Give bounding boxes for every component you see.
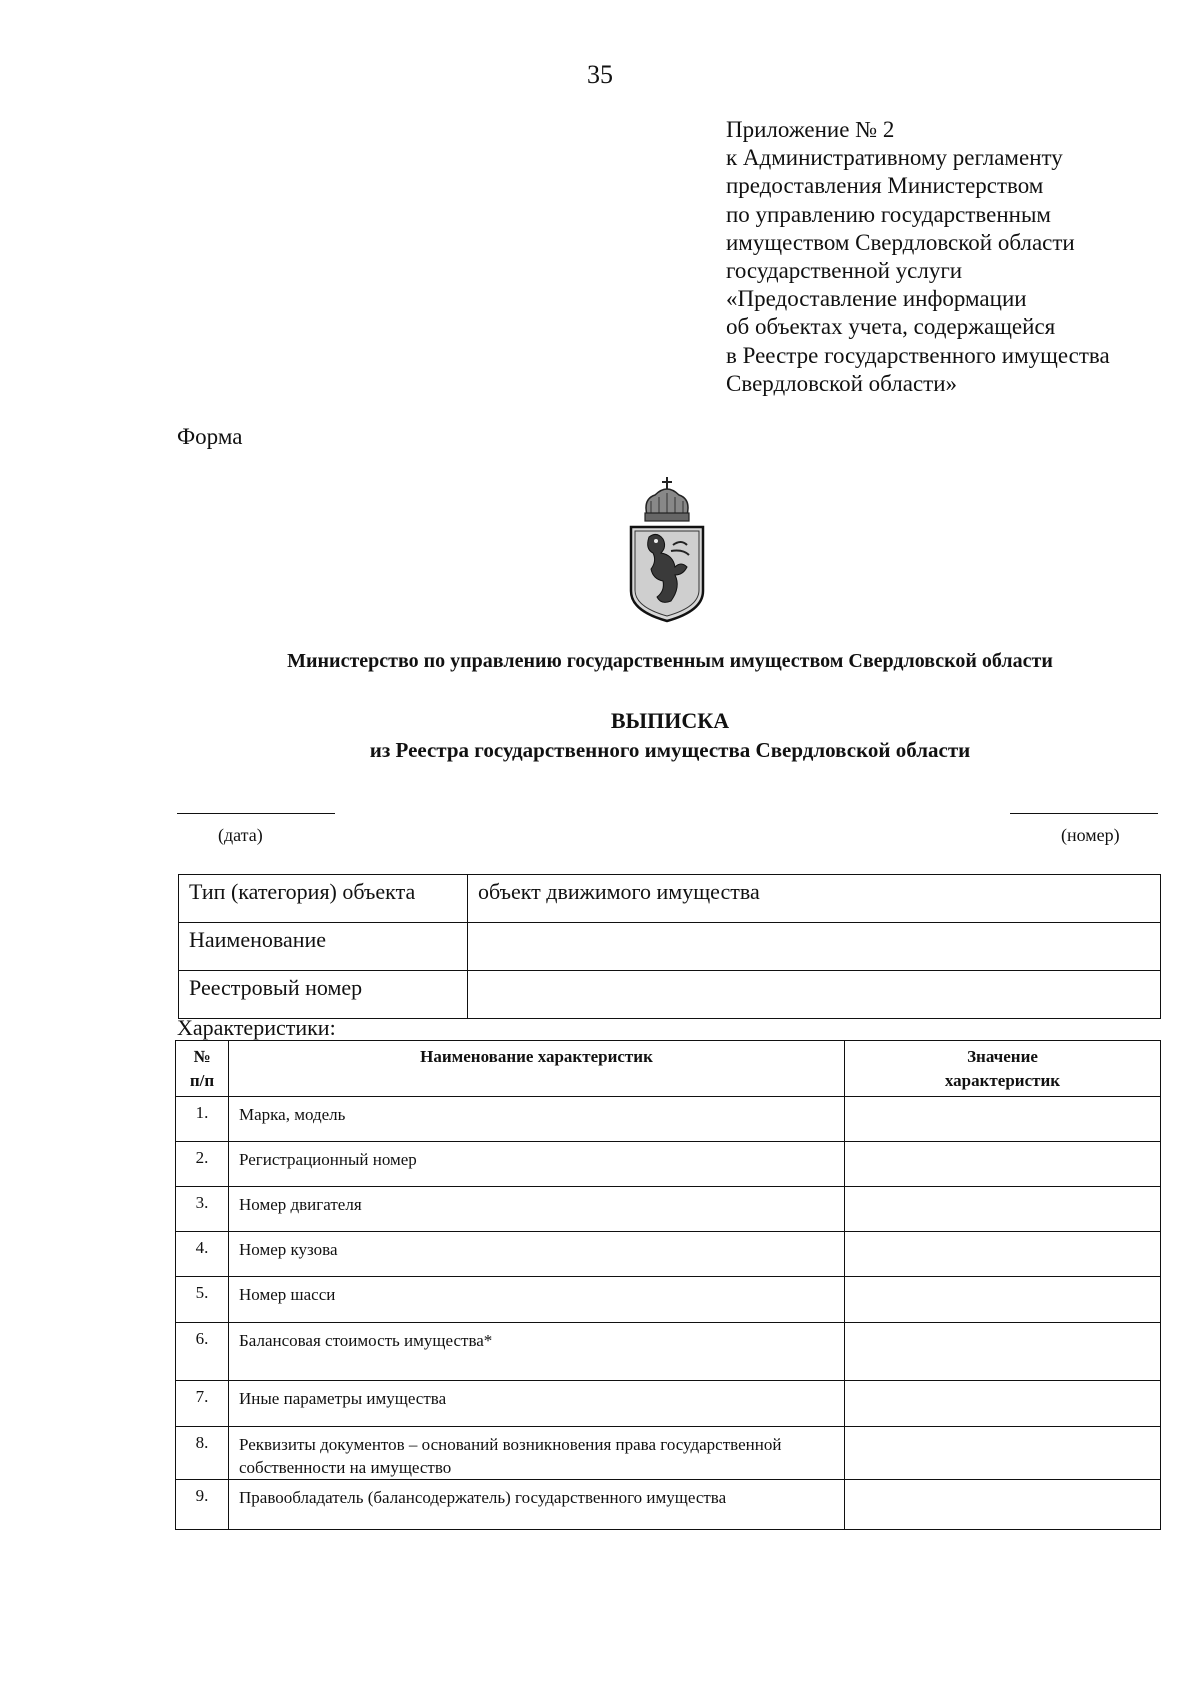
form-label: Форма <box>177 424 243 449</box>
registry-number-value <box>468 971 1161 1019</box>
characteristic-name: Иные параметры имущества <box>229 1381 845 1427</box>
characteristic-value <box>845 1381 1161 1427</box>
registry-number-label: Реестровый номер <box>179 971 468 1019</box>
appendix-line: к Административному регламенту <box>726 145 1063 171</box>
num-header-line1: № <box>193 1047 211 1066</box>
appendix-line: по управлению государственным <box>726 201 1051 227</box>
characteristic-name: Номер двигателя <box>229 1187 845 1232</box>
characteristics-label: Характеристики: <box>177 1015 336 1040</box>
table-row <box>176 1381 1161 1427</box>
appendix-line: Свердловской области» <box>726 370 958 396</box>
row-number: 8. <box>176 1427 229 1480</box>
ministry-name: Министерство по управлению государственным имуществом Свердловской области <box>287 650 1053 672</box>
characteristic-name: Балансовая стоимость имущества* <box>229 1323 845 1381</box>
appendix-line: «Предоставление информации <box>726 286 1027 312</box>
row-number: 1. <box>176 1097 229 1142</box>
characteristic-value <box>845 1187 1161 1232</box>
number-blank-line <box>1010 813 1158 814</box>
row-number: 9. <box>176 1480 229 1530</box>
table-row <box>176 1427 1161 1480</box>
characteristic-name: Реквизиты документов – оснований возникновения права государственной собственности на имущество <box>229 1427 845 1480</box>
appendix-line: об объектах учета, содержащейся <box>726 314 1056 340</box>
table-row <box>179 875 1161 923</box>
table-row <box>176 1323 1161 1381</box>
characteristic-value <box>845 1323 1161 1381</box>
characteristic-value <box>845 1142 1161 1187</box>
appendix-line: государственной услуги <box>726 258 963 284</box>
object-name-label: Наименование <box>179 923 468 971</box>
table-row <box>176 1232 1161 1277</box>
sverdlovsk-coat-of-arms-icon <box>627 475 707 623</box>
characteristic-value <box>845 1427 1161 1480</box>
value-header-line2: характеристик <box>944 1071 1061 1090</box>
object-name-value <box>468 923 1161 971</box>
characteristics-table <box>175 1040 1161 1530</box>
table-row <box>176 1277 1161 1323</box>
row-number: 3. <box>176 1187 229 1232</box>
row-number: 2. <box>176 1142 229 1187</box>
number-caption: (номер) <box>1061 825 1120 845</box>
characteristic-name: Правообладатель (балансодержатель) государственного имущества <box>229 1480 845 1530</box>
table-row <box>176 1187 1161 1232</box>
characteristic-value <box>845 1277 1161 1323</box>
characteristic-value <box>845 1480 1161 1530</box>
appendix-line: имуществом Свердловской области <box>726 229 1075 255</box>
characteristic-value <box>845 1232 1161 1277</box>
num-column-header <box>176 1041 229 1097</box>
row-number: 4. <box>176 1232 229 1277</box>
table-row <box>176 1142 1161 1187</box>
object-type-value: объект движимого имущества <box>468 875 1161 923</box>
characteristic-name: Регистрационный номер <box>229 1142 845 1187</box>
date-blank-line <box>177 813 335 814</box>
table-row <box>176 1097 1161 1142</box>
table-header-row <box>176 1041 1161 1097</box>
row-number: 7. <box>176 1381 229 1427</box>
appendix-heading <box>726 116 1186 398</box>
value-column-header <box>845 1041 1161 1097</box>
date-caption: (дата) <box>218 825 263 845</box>
document-subtitle: из Реестра государственного имущества Свердловской области <box>369 738 971 762</box>
table-row <box>179 971 1161 1019</box>
characteristic-name: Номер шасси <box>229 1277 845 1323</box>
page-number: 35 <box>587 60 613 89</box>
table-row <box>179 923 1161 971</box>
appendix-line: Приложение № 2 <box>726 117 895 142</box>
value-header-line1: Значение <box>967 1047 1038 1066</box>
characteristic-name: Марка, модель <box>229 1097 845 1142</box>
characteristic-value <box>845 1097 1161 1142</box>
appendix-line: в Реестре государственного имущества <box>726 342 1110 368</box>
num-header-line2: п/п <box>189 1071 215 1090</box>
document-title: ВЫПИСКА <box>610 708 730 733</box>
row-number: 6. <box>176 1323 229 1381</box>
object-type-label: Тип (категория) объекта <box>179 875 468 923</box>
characteristic-name: Номер кузова <box>229 1232 845 1277</box>
appendix-line: предоставления Министерством <box>726 173 1044 199</box>
name-column-header: Наименование характеристик <box>229 1041 845 1097</box>
row-number: 5. <box>176 1277 229 1323</box>
object-info-table <box>178 874 1161 1019</box>
table-row <box>176 1480 1161 1530</box>
